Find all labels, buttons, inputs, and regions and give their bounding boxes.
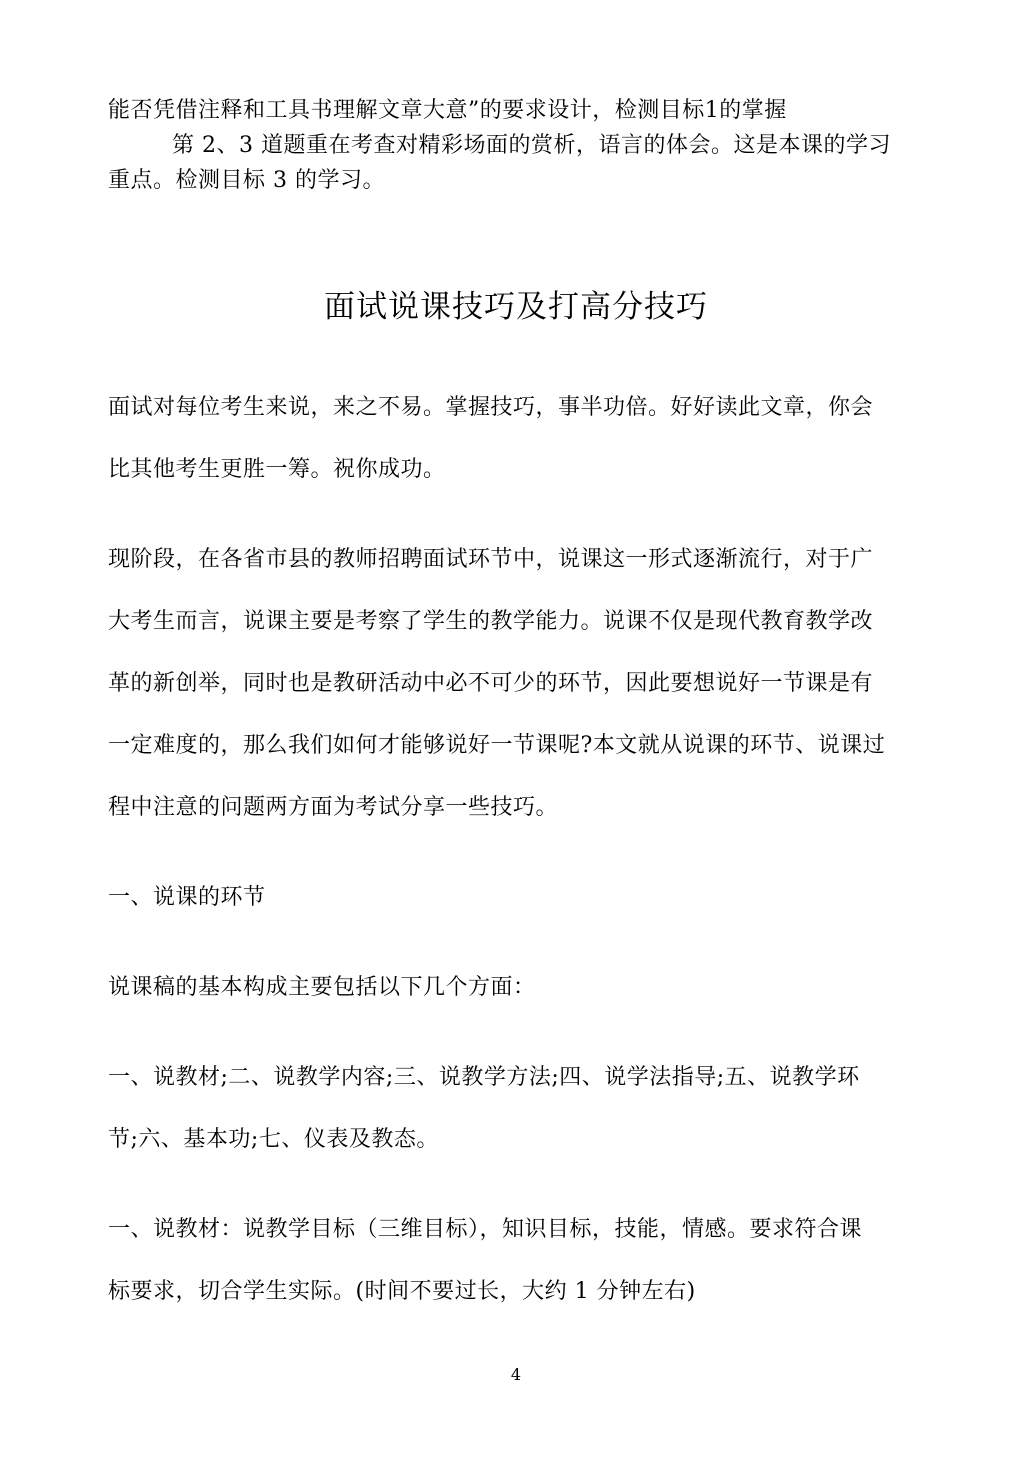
paragraph-line-5: 程中注意的问题两方面为考试分享一些技巧。 [108,795,559,820]
top-text-line-1: 能否凭借注释和工具书理解文章大意”的要求设计，检测目标1的掌握 [108,98,787,123]
page-number: 4 [510,1365,522,1384]
page-title: 面试说课技巧及打高分技巧 [324,289,708,325]
composition-lead: 说课稿的基本构成主要包括以下几个方面： [108,975,536,1000]
paragraph-line-4: 一定难度的，那么我们如何才能够说好一节课呢?本文就从说课的环节、说课过 [108,733,886,758]
teaching-material-line-2: 标要求，切合学生实际。(时间不要过长，大约 1 分钟左右) [108,1279,696,1304]
composition-line-1: 一、说教材;二、说教学内容;三、说教学方法;四、说学法指导;五、说教学环 [108,1065,860,1090]
composition-line-2: 节;六、基本功;七、仪表及教态。 [108,1127,439,1152]
top-text-line-3: 重点。检测目标 3 的学习。 [108,168,385,193]
section-heading: 一、说课的环节 [108,885,266,910]
intro-line-1: 面试对每位考生来说，来之不易。掌握技巧，事半功倍。好好读此文章，你会 [108,395,874,420]
teaching-material-line-1: 一、说教材：说教学目标（三维目标），知识目标，技能，情感。要求符合课 [108,1217,863,1242]
top-text-line-2: 第 2、3 道题重在考查对精彩场面的赏析，语言的体会。这是本课的学习 [172,133,891,158]
intro-line-2: 比其他考生更胜一筹。祝你成功。 [108,457,446,482]
paragraph-line-2: 大考生而言，说课主要是考察了学生的教学能力。说课不仅是现代教育教学改 [108,609,874,634]
paragraph-line-3: 革的新创举，同时也是教研活动中必不可少的环节，因此要想说好一节课是有 [108,671,874,696]
paragraph-line-1: 现阶段，在各省市县的教师招聘面试环节中，说课这一形式逐渐流行，对于广 [108,547,874,572]
